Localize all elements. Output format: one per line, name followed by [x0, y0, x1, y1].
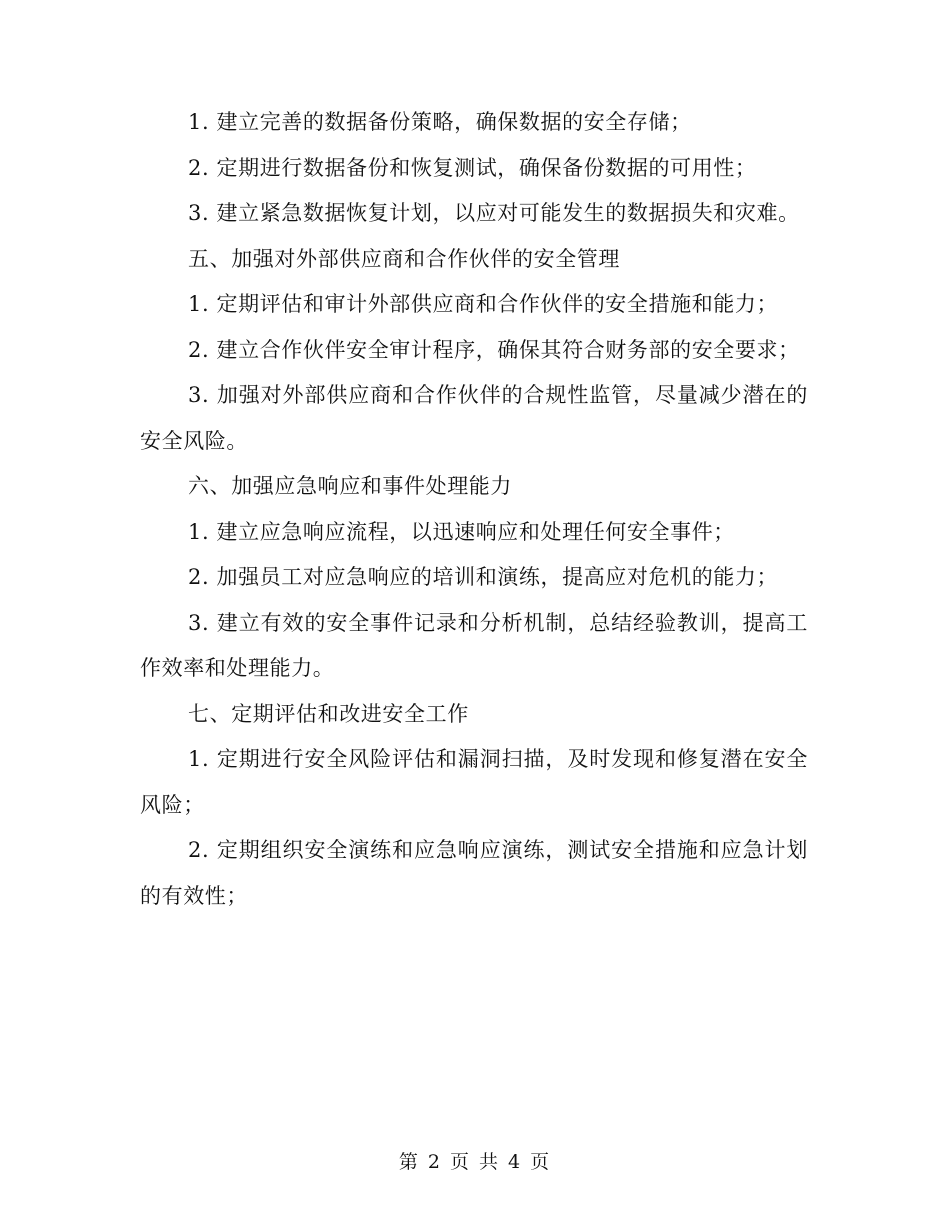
paragraph-recovery-plan: 3. 建立紧急数据恢复计划，以应对可能发生的数据损失和灾难。 [188, 201, 800, 225]
paragraph-vendor-audit: 1. 定期评估和审计外部供应商和合作伙伴的安全措施和能力； [188, 292, 779, 316]
section-heading-six: 六、加强应急响应和事件处理能力 [188, 474, 512, 498]
section-heading-five: 五、加强对外部供应商和合作伙伴的安全管理 [188, 246, 620, 271]
paragraph-incident-recording: 3. 建立有效的安全事件记录和分析机制，总结经验教训，提高工作效率和处理能力。 [140, 610, 808, 680]
paragraph-backup-strategy: 1. 建立完善的数据备份策略，确保数据的安全存储； [188, 110, 692, 134]
paragraph-risk-assessment: 1. 定期进行安全风险评估和漏洞扫描，及时发现和修复潜在安全风险； [140, 747, 808, 817]
paragraph-response-training: 2. 加强员工对应急响应的培训和演练，提高应对危机的能力； [188, 565, 779, 589]
section-heading-seven: 七、定期评估和改进安全工作 [188, 701, 469, 726]
paragraph-backup-testing: 2. 定期进行数据备份和恢复测试，确保备份数据的可用性； [188, 155, 757, 180]
paragraph-vendor-compliance: 3. 加强对外部供应商和合作伙伴的合规性监管，尽量减少潜在的安全风险。 [140, 383, 808, 453]
paragraph-partner-audit-procedure: 2. 建立合作伙伴安全审计程序，确保其符合财务部的安全要求； [188, 337, 800, 362]
paragraph-drills: 2. 定期组织安全演练和应急响应演练，测试安全措施和应急计划的有效性； [140, 838, 808, 908]
document-body [140, 100, 808, 919]
page-footer: 第 2 页 共 4 页 [398, 1151, 552, 1173]
paragraph-response-process: 1. 建立应急响应流程，以迅速响应和处理任何安全事件； [188, 519, 735, 544]
